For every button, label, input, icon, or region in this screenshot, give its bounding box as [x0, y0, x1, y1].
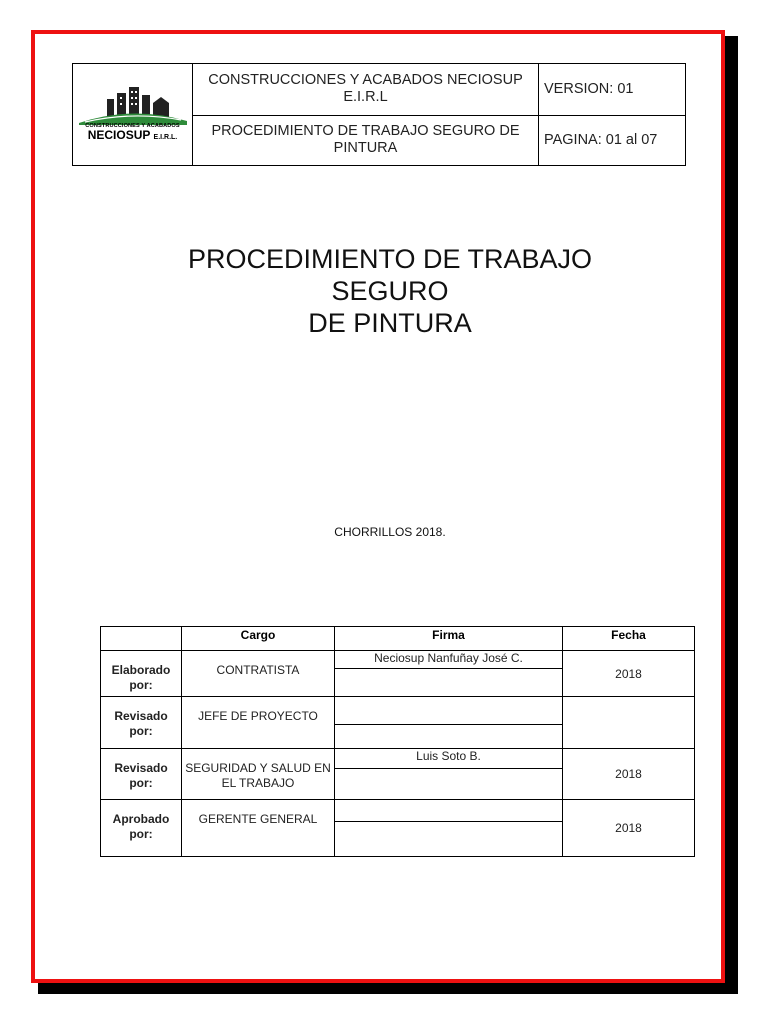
title-line-1: PROCEDIMIENTO DE TRABAJO: [187, 244, 593, 274]
firma-name: Luis Soto B.: [335, 749, 562, 769]
fecha-cell: 2018: [563, 651, 695, 697]
header-empty: [101, 627, 182, 651]
company-name: CONSTRUCCIONES Y ACABADOS NECIOSUP E.I.R.L: [193, 64, 539, 116]
document-name: PROCEDIMIENTO DE TRABAJO SEGURO DE PINTURA: [193, 115, 539, 166]
firma-name: [335, 800, 562, 822]
firma-cell: [335, 749, 563, 800]
cargo-cell: SEGURIDAD Y SALUD EN EL TRABAJO: [182, 749, 335, 800]
logo-cell: [73, 64, 193, 166]
role-cell: Elaborado por:: [101, 651, 182, 697]
fecha-cell: [563, 697, 695, 749]
cargo-cell: GERENTE GENERAL: [182, 800, 335, 857]
role-cell: Revisado por:: [101, 749, 182, 800]
fecha-cell: 2018: [563, 800, 695, 857]
logo-line-1: CONSTRUCCIONES Y ACABADOS: [85, 123, 180, 129]
signature-table: [100, 626, 695, 857]
page-number: PAGINA: 01 al 07: [539, 115, 686, 166]
table-row: [101, 749, 695, 800]
role-cell: Revisado por:: [101, 697, 182, 749]
fecha-cell: 2018: [563, 749, 695, 800]
firma-cell: [335, 697, 563, 749]
table-row: [101, 800, 695, 857]
header-fecha: Fecha: [563, 627, 695, 651]
place-year: CHORRILLOS 2018.: [334, 525, 446, 539]
firma-name: Neciosup Nanfuñay José C.: [335, 651, 562, 669]
logo-line-2: NECIOSUP E.I.R.L.: [87, 128, 178, 142]
firma-cell: [335, 651, 563, 697]
header-cargo: Cargo: [182, 627, 335, 651]
header-firma: Firma: [335, 627, 563, 651]
table-row: [101, 697, 695, 749]
document-title: [40, 243, 740, 339]
cargo-cell: JEFE DE PROYECTO: [182, 697, 335, 749]
version: VERSION: 01: [539, 64, 686, 116]
firma-cell: [335, 800, 563, 857]
title-line-2: SEGURO: [331, 276, 449, 306]
company-logo: [73, 85, 192, 144]
title-line-3: DE PINTURA: [308, 308, 472, 338]
factory-logo-icon: [77, 85, 189, 125]
document-header-table: [72, 63, 686, 166]
firma-name: [335, 697, 562, 725]
cargo-cell: CONTRATISTA: [182, 651, 335, 697]
table-row: [101, 651, 695, 697]
role-cell: Aprobado por:: [101, 800, 182, 857]
